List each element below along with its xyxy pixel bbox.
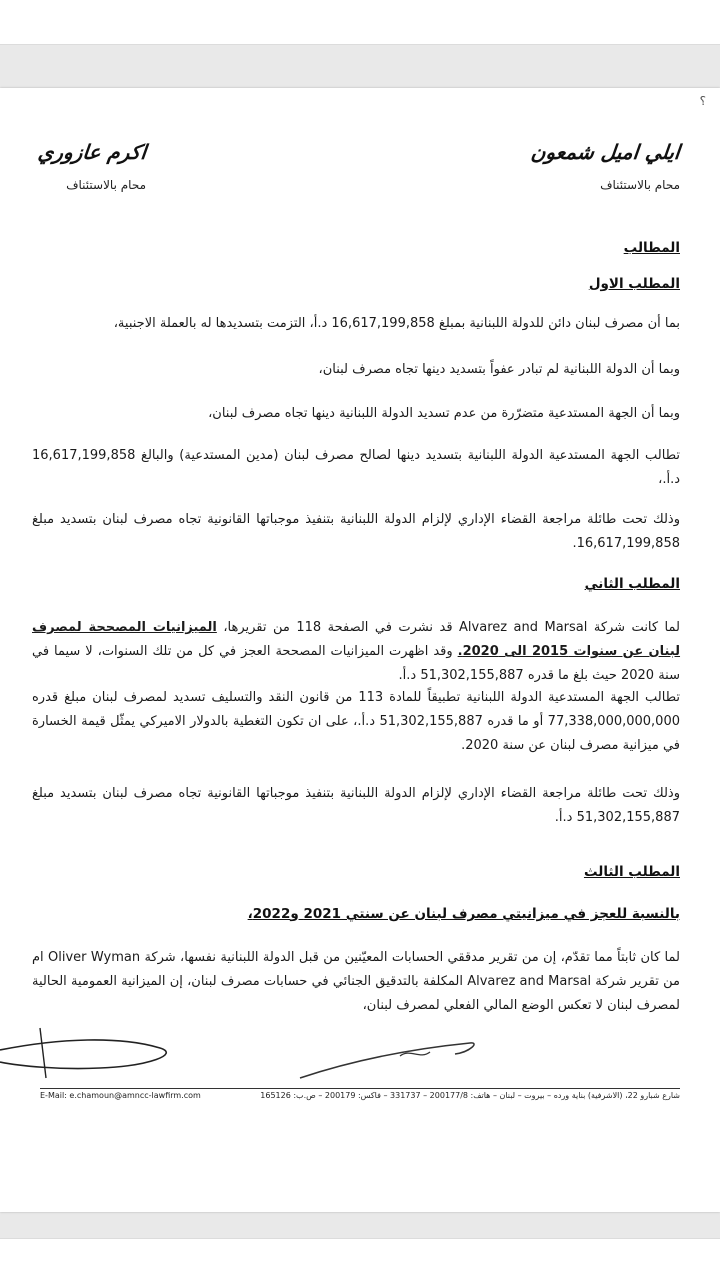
- demand2-text: وقد اظهرت الميزانيات المصححة العجز في كل من تلك السنوات، لا سيما في سنة 2020 حيث بلغ ما قدره 51,302,155,887 د.أ.: [32, 644, 680, 683]
- lawyer-title: محام بالاستئناف: [66, 178, 146, 192]
- footer: [40, 1088, 680, 1109]
- lawyer-name: ايلي اميل شمعون: [529, 140, 682, 164]
- footer-address: شارع شبارو 22، (الاشرفية) بناية ورده – بيروت – لبنان – هاتف: 200177/8 – 331737 – فاكس: 200179 – ص.ب: 165126: [260, 1091, 680, 1100]
- demand2-text: لما كانت شركة Alvarez and Marsal قد نشرت في الصفحة 118 من تقريرها،: [216, 620, 680, 635]
- demand2-paragraph: وذلك تحت طائلة مراجعة القضاء الإداري لإلزام الدولة اللبنانية بتنفيذ موجباتها القانونية تجاه مصرف لبنان بتسديد مبلغ 51,302,155,887 د.أ.: [32, 786, 680, 825]
- bottom-bar: [0, 1238, 720, 1281]
- signature-image: [0, 1008, 520, 1098]
- section-heading: المطالب: [623, 240, 680, 256]
- page-mark: ؟: [699, 94, 706, 108]
- demand3-subheading: بالنسبة للعجز في ميزانيتي مصرف لبنان عن سنتي 2021 و2022،: [247, 906, 680, 922]
- demand1-paragraph: وذلك تحت طائلة مراجعة القضاء الإداري لإلزام الدولة اللبنانية بتنفيذ موجباتها القانونية تجاه مصرف لبنان بتسديد مبلغ 16,617,199,858.: [32, 512, 680, 551]
- demand1-paragraph: وبما أن الجهة المستدعية متضرّرة من عدم تسديد الدولة اللبنانية دينها تجاه مصرف لبنان،: [208, 406, 680, 421]
- demand3-paragraph: لما كان ثابتاً مما تقدّم، إن من تقرير مدققي الحسابات المعيّنين من قبل الدولة اللبنانية نفسها، شركة Oliver Wyman ام من تقرير شركة Alvarez and Marsal المكلفة بالتدقيق الجنائي في حسابات مصرف لبنان، إن الميزانية العمومية الحالية لمصرف لبنان لا تعكس الوضع المالي الفعلي لمصرف لبنان،: [32, 950, 680, 1013]
- lawyer-header-left: [38, 140, 146, 192]
- demand2-paragraph: تطالب الجهة المستدعية الدولة اللبنانية تطبيقاً للمادة 113 من قانون النقد والتسليف تسديد لمصرف لبنان مبلغ قدره 77,338,000,000,000 أو ما قدره 51,302,155,887 د.أ.، على ان تكون التغطية بالدولار الاميركي يمثّل قيمة الخسارة في ميزانية مصرف لبنان عن سنة 2020.: [32, 690, 680, 753]
- document-page: [0, 88, 720, 1212]
- demand3-heading: المطلب الثالث: [583, 864, 680, 880]
- top-bar: [0, 0, 720, 45]
- demand2-emphasis: الميزانيات المصححة لمصرف لبنان عن سنوات 2015 الى 2020.: [32, 620, 681, 659]
- demand1-paragraph: بما أن مصرف لبنان دائن للدولة اللبنانية بمبلغ 16,617,199,858 د.أ، التزمت بتسديدها له بالعملة الاجنبية،: [113, 316, 680, 331]
- footer-email: E-Mail: e.chamoun@amncc-lawfirm.com: [40, 1091, 201, 1100]
- demand2-heading: المطلب الثاني: [584, 576, 680, 592]
- demand1-paragraph: وبما أن الدولة اللبنانية لم تبادر عفواً بتسديد دينها تجاه مصرف لبنان،: [318, 362, 680, 377]
- demand2-paragraph: [32, 616, 680, 688]
- demand1-heading: المطلب الاول: [588, 276, 680, 292]
- lawyer-header-right: [531, 140, 680, 192]
- lawyer-name: اكرم عازوري: [36, 140, 148, 164]
- lawyer-title: محام بالاستئناف: [600, 178, 680, 192]
- demand1-paragraph: تطالب الجهة المستدعية الدولة اللبنانية بتسديد دينها لصالح مصرف لبنان (مدين المستدعية) والبالغ 16,617,199,858 د.أ.،: [32, 448, 680, 487]
